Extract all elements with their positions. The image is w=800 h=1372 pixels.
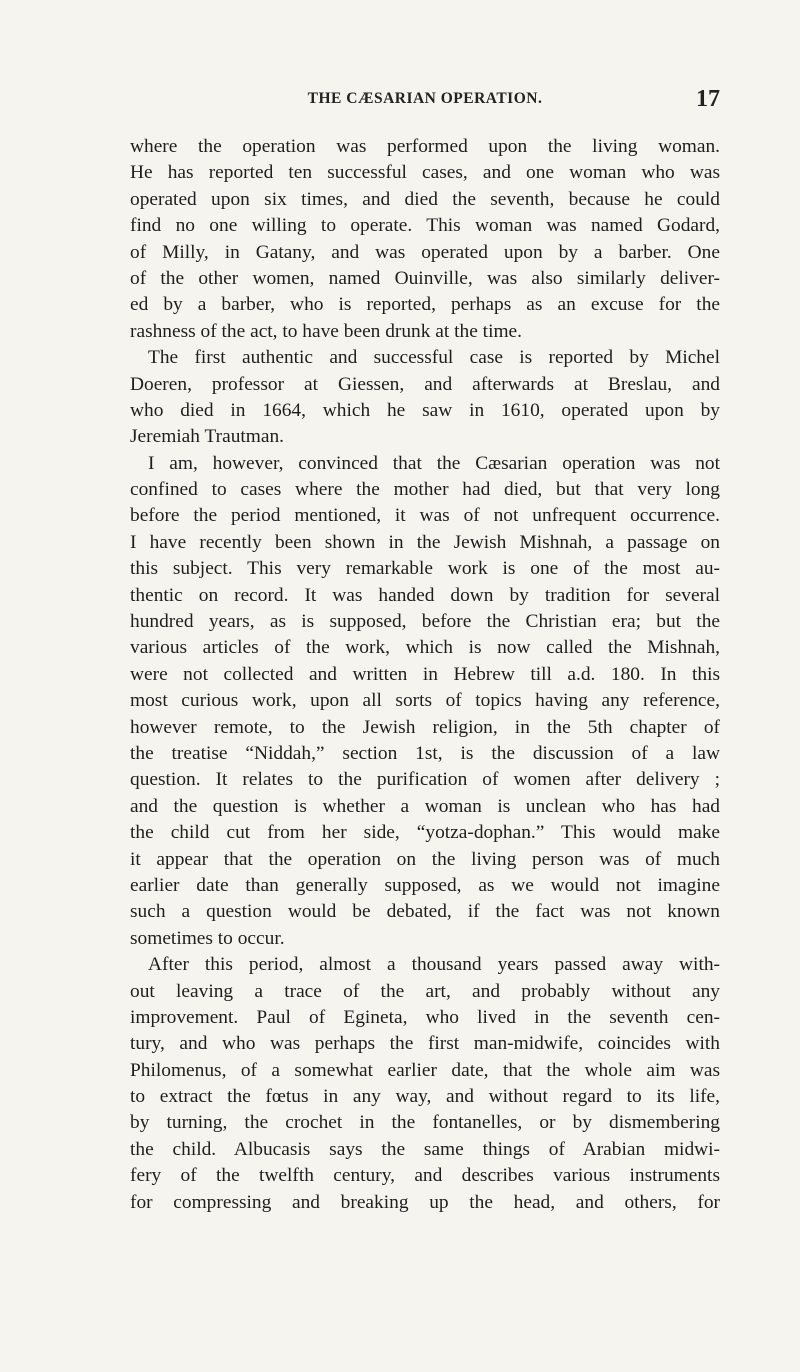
text-line: for compressing and breaking up the head, and others, for [130,1191,720,1213]
text-line: out leaving a trace of the art, and probably without any [130,980,720,1002]
text-line: before the period mentioned, it was of not unfrequent occurrence. [130,505,720,527]
text-line: who died in 1664, which he saw in 1610, operated upon by [130,399,720,421]
text-line: where the operation was performed upon the living woman. [130,136,720,157]
body-text [130,134,720,1216]
text-line: the child cut from her side, “yotza-dophan.” This would make [130,822,720,844]
text-line: of the other women, named Ouinville, was also similarly deliver- [130,267,720,289]
text-line: ed by a barber, who is reported, perhaps as an excuse for the [130,294,720,316]
text-line: The first authentic and successful case is reported by Michel [148,347,720,369]
text-line: improvement. Paul of Egineta, who lived in the seventh cen- [130,1006,720,1028]
text-line: by turning, the crochet in the fontanelles, or by dismembering [130,1112,720,1134]
text-line: tury, and who was perhaps the first man-midwife, coincides with [130,1033,720,1055]
running-head [130,88,720,118]
text-line: it appear that the operation on the living person was of much [130,848,720,870]
text-line: most curious work, upon all sorts of topics having any reference, [130,690,720,712]
text-line: were not collected and written in Hebrew till a.d. 180. In this [130,663,720,685]
text-line: such a question would be debated, if the fact was not known [130,901,720,923]
text-line: Doeren, professor at Giessen, and afterwards at Breslau, and [130,373,720,395]
text-line: however remote, to the Jewish religion, in the 5th chapter of [130,716,720,738]
text-line: the treatise “Niddah,” section 1st, is the discussion of a law [130,742,720,764]
text-line: fery of the twelfth century, and describes various instruments [130,1165,720,1187]
text-line: sometimes to occur. [130,927,285,949]
text-line: find no one willing to operate. This woman was named Godard, [130,215,720,237]
text-line: this subject. This very remarkable work is one of the most au- [130,558,720,580]
text-line: question. It relates to the purification of women after delivery ; [130,769,720,791]
text-line: of Milly, in Gatany, and was operated upon by a barber. One [130,241,720,263]
page-number: 17 [696,86,720,112]
text-line: the child. Albucasis says the same things of Arabian midwi- [130,1138,720,1160]
text-line: operated upon six times, and died the seventh, because he could [130,188,720,210]
text-line: and the question is whether a woman is unclean who has had [130,795,720,817]
text-line: various articles of the work, which is now called the Mishnah, [130,637,720,659]
text-line: He has reported ten successful cases, and one woman who was [130,162,720,184]
text-line: rashness of the act, to have been drunk at the time. [130,320,522,342]
text-line: I have recently been shown in the Jewish Mishnah, a passage on [130,531,720,553]
text-line: earlier date than generally supposed, as we would not imagine [130,874,720,896]
text-line: Philomenus, of a somewhat earlier date, that the whole aim was [130,1059,720,1081]
text-line: Jeremiah Trautman. [130,426,285,448]
text-line: hundred years, as is supposed, before the Christian era; but the [130,611,720,633]
text-line: to extract the fœtus in any way, and without regard to its life, [130,1086,720,1108]
text-line: After this period, almost a thousand years passed away with- [148,954,720,976]
text-line: thentic on record. It was handed down by tradition for several [130,584,720,606]
running-title: THE CÆSARIAN OPERATION. [307,90,543,107]
text-line: I am, however, convinced that the Cæsarian operation was not [148,452,720,474]
text-line: confined to cases where the mother had died, but that very long [130,479,720,501]
